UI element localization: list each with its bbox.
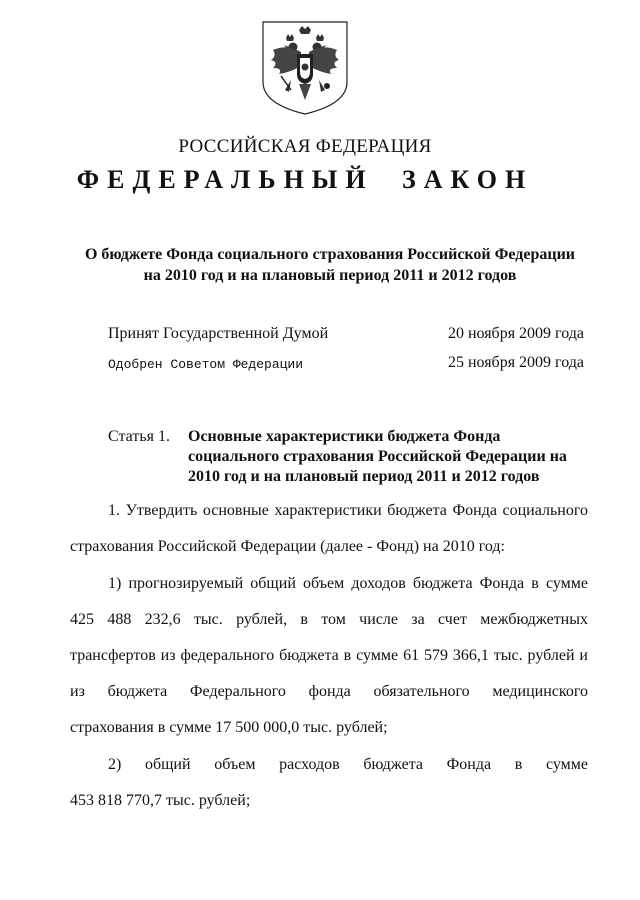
paragraph-line: 1. Утвердить основные характеристики бюджета Фонда социального: [108, 502, 588, 519]
paragraph-3: [70, 747, 588, 819]
council-approval-label: Одобрен Советом Федерации: [108, 357, 304, 372]
law-title-line: на 2010 год и на плановый период 2011 и 2012 годов: [143, 267, 517, 284]
double-headed-eagle-icon: [261, 20, 349, 116]
law-title: [60, 244, 600, 286]
law-title-line: О бюджете Фонда социального страхования Российской Федерации: [84, 246, 576, 263]
adoption-row-duma: [108, 325, 584, 349]
paragraph-line: 453 818 770,7 тыс. рублей;: [70, 792, 251, 809]
paragraph-2: [70, 566, 588, 746]
country-heading: РОССИЙСКАЯ ФЕДЕРАЦИЯ: [178, 136, 432, 157]
paragraph-1: [70, 493, 588, 565]
paragraph-line: 2) общий объем расходов бюджета Фонда в сумме: [108, 756, 588, 773]
article-title-line: социального страхования Российской Федерации на: [188, 448, 567, 465]
article-title-line: 2010 год и на плановый период 2011 и 2012 годов: [188, 468, 540, 485]
article-title: [188, 427, 588, 487]
duma-adoption-label: Принят Государственной Думой: [108, 325, 329, 342]
coat-of-arms-emblem: [261, 20, 349, 116]
duma-adoption-date: 20 ноября 2009 года: [447, 325, 584, 342]
paragraph-line: страхования Российской Федерации (далее - Фонд) на 2010 год:: [70, 538, 505, 555]
paragraph-line: 1) прогнозируемый общий объем доходов бюджета Фонда в сумме: [108, 575, 588, 592]
council-approval-date: 25 ноября 2009 года: [447, 354, 584, 371]
law-type-heading: ФЕДЕРАЛЬНЫЙ ЗАКОН: [76, 165, 534, 194]
adoption-row-council: [108, 354, 584, 378]
paragraph-line: 425 488 232,6 тыс. рублей, в том числе за счет межбюджетных: [70, 611, 588, 628]
article-number: Статья 1.: [108, 428, 170, 445]
article-title-line: Основные характеристики бюджета Фонда: [188, 428, 501, 445]
paragraph-line: трансфертов из федерального бюджета в сумме 61 579 366,1 тыс. рублей и: [70, 647, 588, 664]
paragraph-line: из бюджета Федерального фонда обязательного медицинского: [70, 683, 588, 700]
paragraph-line: страхования в сумме 17 500 000,0 тыс. рублей;: [70, 719, 388, 736]
